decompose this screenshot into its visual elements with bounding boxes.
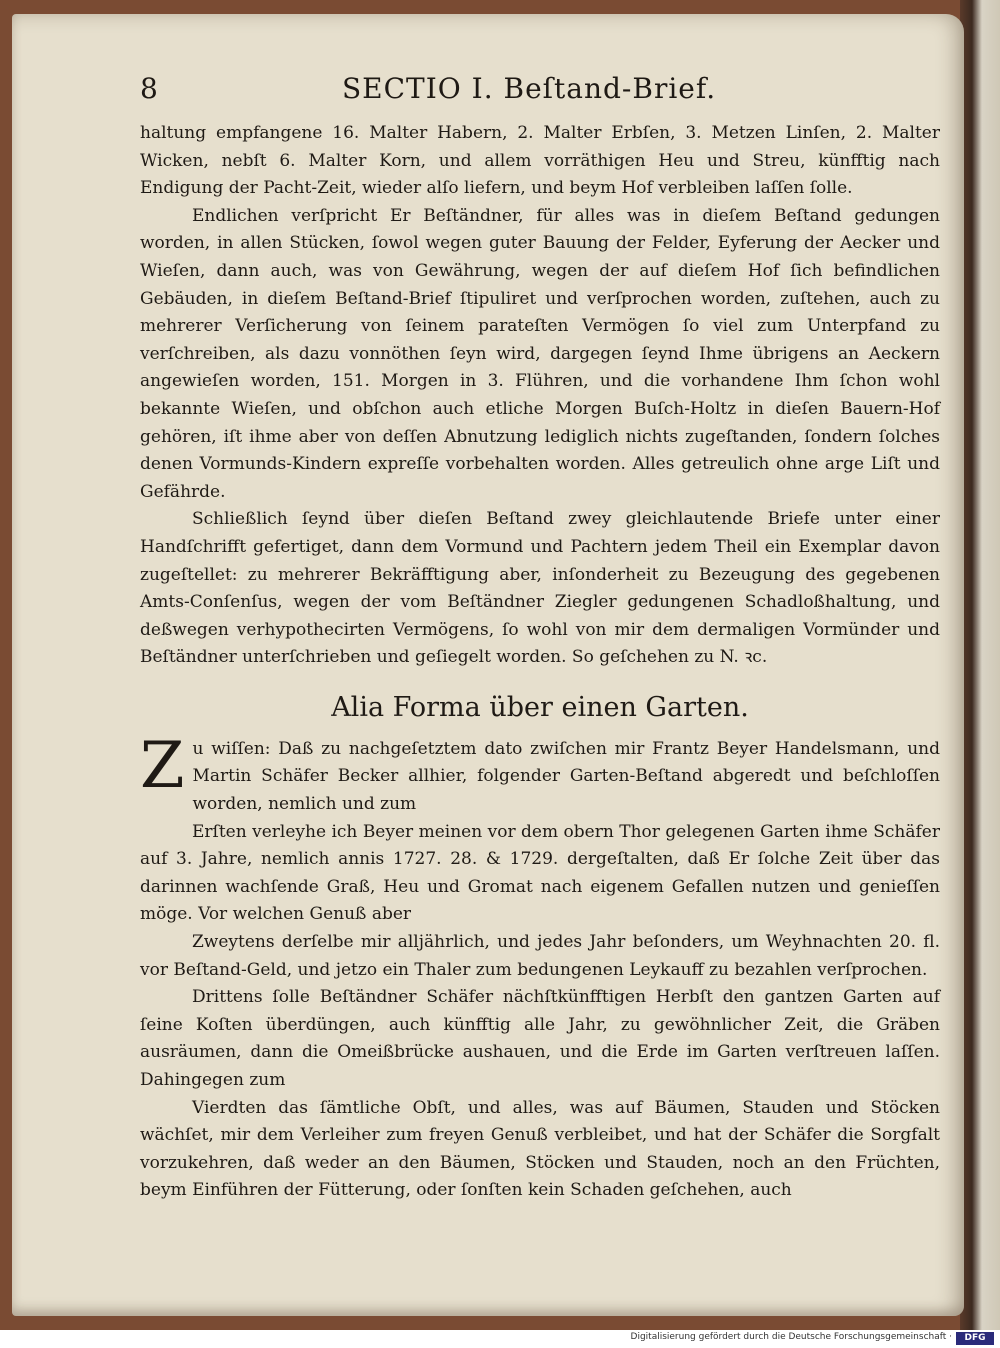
funding-credit: Digitalisierung gefördert durch die Deutsche Forschungsgemeinschaft · <box>630 1332 952 1342</box>
paragraph-text: u wiſſen: Daß zu nachgeſetztem dato zwiſchen mir Frantz Beyer Handelsmann, und Martin Schäfer Becker allhier, folgender Garten-Beſtand abgeredt und beſchloſſen worden, nemlich und zum <box>192 738 940 815</box>
paragraph: Vierdten das ſämtliche Obſt, und alles, was auf Bäumen, Stauden und Stöcken wächſet, mir dem Verleiher zum freyen Genuß verbleibet, und hat der Schäfer die Sorgfalt vorzukehren, daß weder an den Bäumen, Stöcken und Stauden, noch an den Früchten, beym Einführen der Fütterung, oder ſonſten kein Schaden geſchehen, auch <box>140 1097 940 1201</box>
section-title: Alia Forma über einen Garten. <box>331 691 749 723</box>
page-header <box>120 62 860 112</box>
book-cover-edge <box>960 0 1000 1330</box>
page-body <box>140 120 940 1205</box>
paragraph: Schließlich ſeynd über dieſen Beſtand zwey gleichlautende Briefe unter einer Handſchrifft gefertiget, dann dem Vormund und Pachtern jedem Theil ein Exemplar davon zugeſtellet: zu mehrerer Bekräfftigung aber, inſonderheit zu Bezeugung des gegebenen Amts-Conſenſus, wegen der vom Beſtändner Ziegler gedungenen Schadloßhaltung, und deßwegen verhypothecirten Vermögens, ſo wohl von mir dem dermaligen Vormünder und Beſtändner unterſchrieben und geſiegelt worden. So geſchehen zu N. ꝛc. <box>140 509 940 668</box>
paragraph: Endlichen verſpricht Er Beſtändner, für alles was in dieſem Beſtand gedungen worden, in allen Stücken, ſowol wegen guter Bauung der Felder, Eyferung der Aecker und Wieſen, dann auch, was von Gewährung, wegen der auf dieſem Hof ſich befindlichen Gebäuden, in dieſem Beſtand-Brief ſtipuliret und verſprochen worden, zuſtehen, auch zu mehrerer Verſicherung von ſeinem parateſten Vermögen ſo viel zum Unterpfand zu verſchreiben, als dazu vonnöthen ſeyn wird, dargegen ſeynd Ihme übrigens an Aeckern angewieſen worden, 151. Morgen in 3. Flühren, und die vorhandene Ihm ſchon wohl bekannte Wieſen, und obſchon auch etliche Morgen Buſch-Holtz in dieſen Bauern-Hof gehören, iſt ihme aber von deſſen Abnutzung lediglich nichts zugeſtanden, ſondern ſolches denen Vormunds-Kindern expreſſe vorbehalten worden. Alles getreulich ohne arge Liſt und Gefährde. <box>140 205 940 502</box>
paragraph: Drittens ſolle Beſtändner Schäfer nächſtkünfftigen Herbſt den gantzen Garten auf ſeine Koſten überdüngen, auch künfftig alle Jahr, zu gewöhnlicher Zeit, die Gräben ausräumen, dann die Omeißbrücke aushauen, und die Erde im Garten verſtreuen laſſen. Dahingegen zum <box>140 987 940 1090</box>
page-number: 8 <box>140 72 158 105</box>
digitization-footer <box>0 1330 1000 1348</box>
paragraph: Erſten verleyhe ich Beyer meinen vor dem obern Thor gelegenen Garten ihme Schäfer auf 3. Jahre, nemlich annis 1727. 28. & 1729. dergeſtalten, daß Er ſolche Zeit über das darinnen wachſende Graß, Heu und Gromat nach eigenem Gefallen nutzen und genieſſen möge. Vor welchen Genuß aber <box>140 821 940 925</box>
drop-cap: Z <box>140 728 185 803</box>
paragraph <box>140 728 940 819</box>
paragraph: Zweytens derſelbe mir alljährlich, und jedes Jahr beſonders, um Weyhnachten 20. fl. vor Beſtand-Geld, und jetzo ein Thaler zum bedungenen Leykauff zu bezahlen verſprochen. <box>140 932 940 980</box>
dfg-logo: DFG <box>956 1332 994 1345</box>
paragraph: haltung empfangene 16. Malter Habern, 2. Malter Erbſen, 3. Metzen Linſen, 2. Malter Wicken, nebſt 6. Malter Korn, und allem vorräthigen Heu und Streu, künfftig nach Endigung der Pacht-Zeit, wieder alſo liefern, und beym Hof verbleiben laſſen ſolle. <box>140 123 940 199</box>
running-head: SECTIO I. Beſtand-Brief. <box>342 72 717 105</box>
